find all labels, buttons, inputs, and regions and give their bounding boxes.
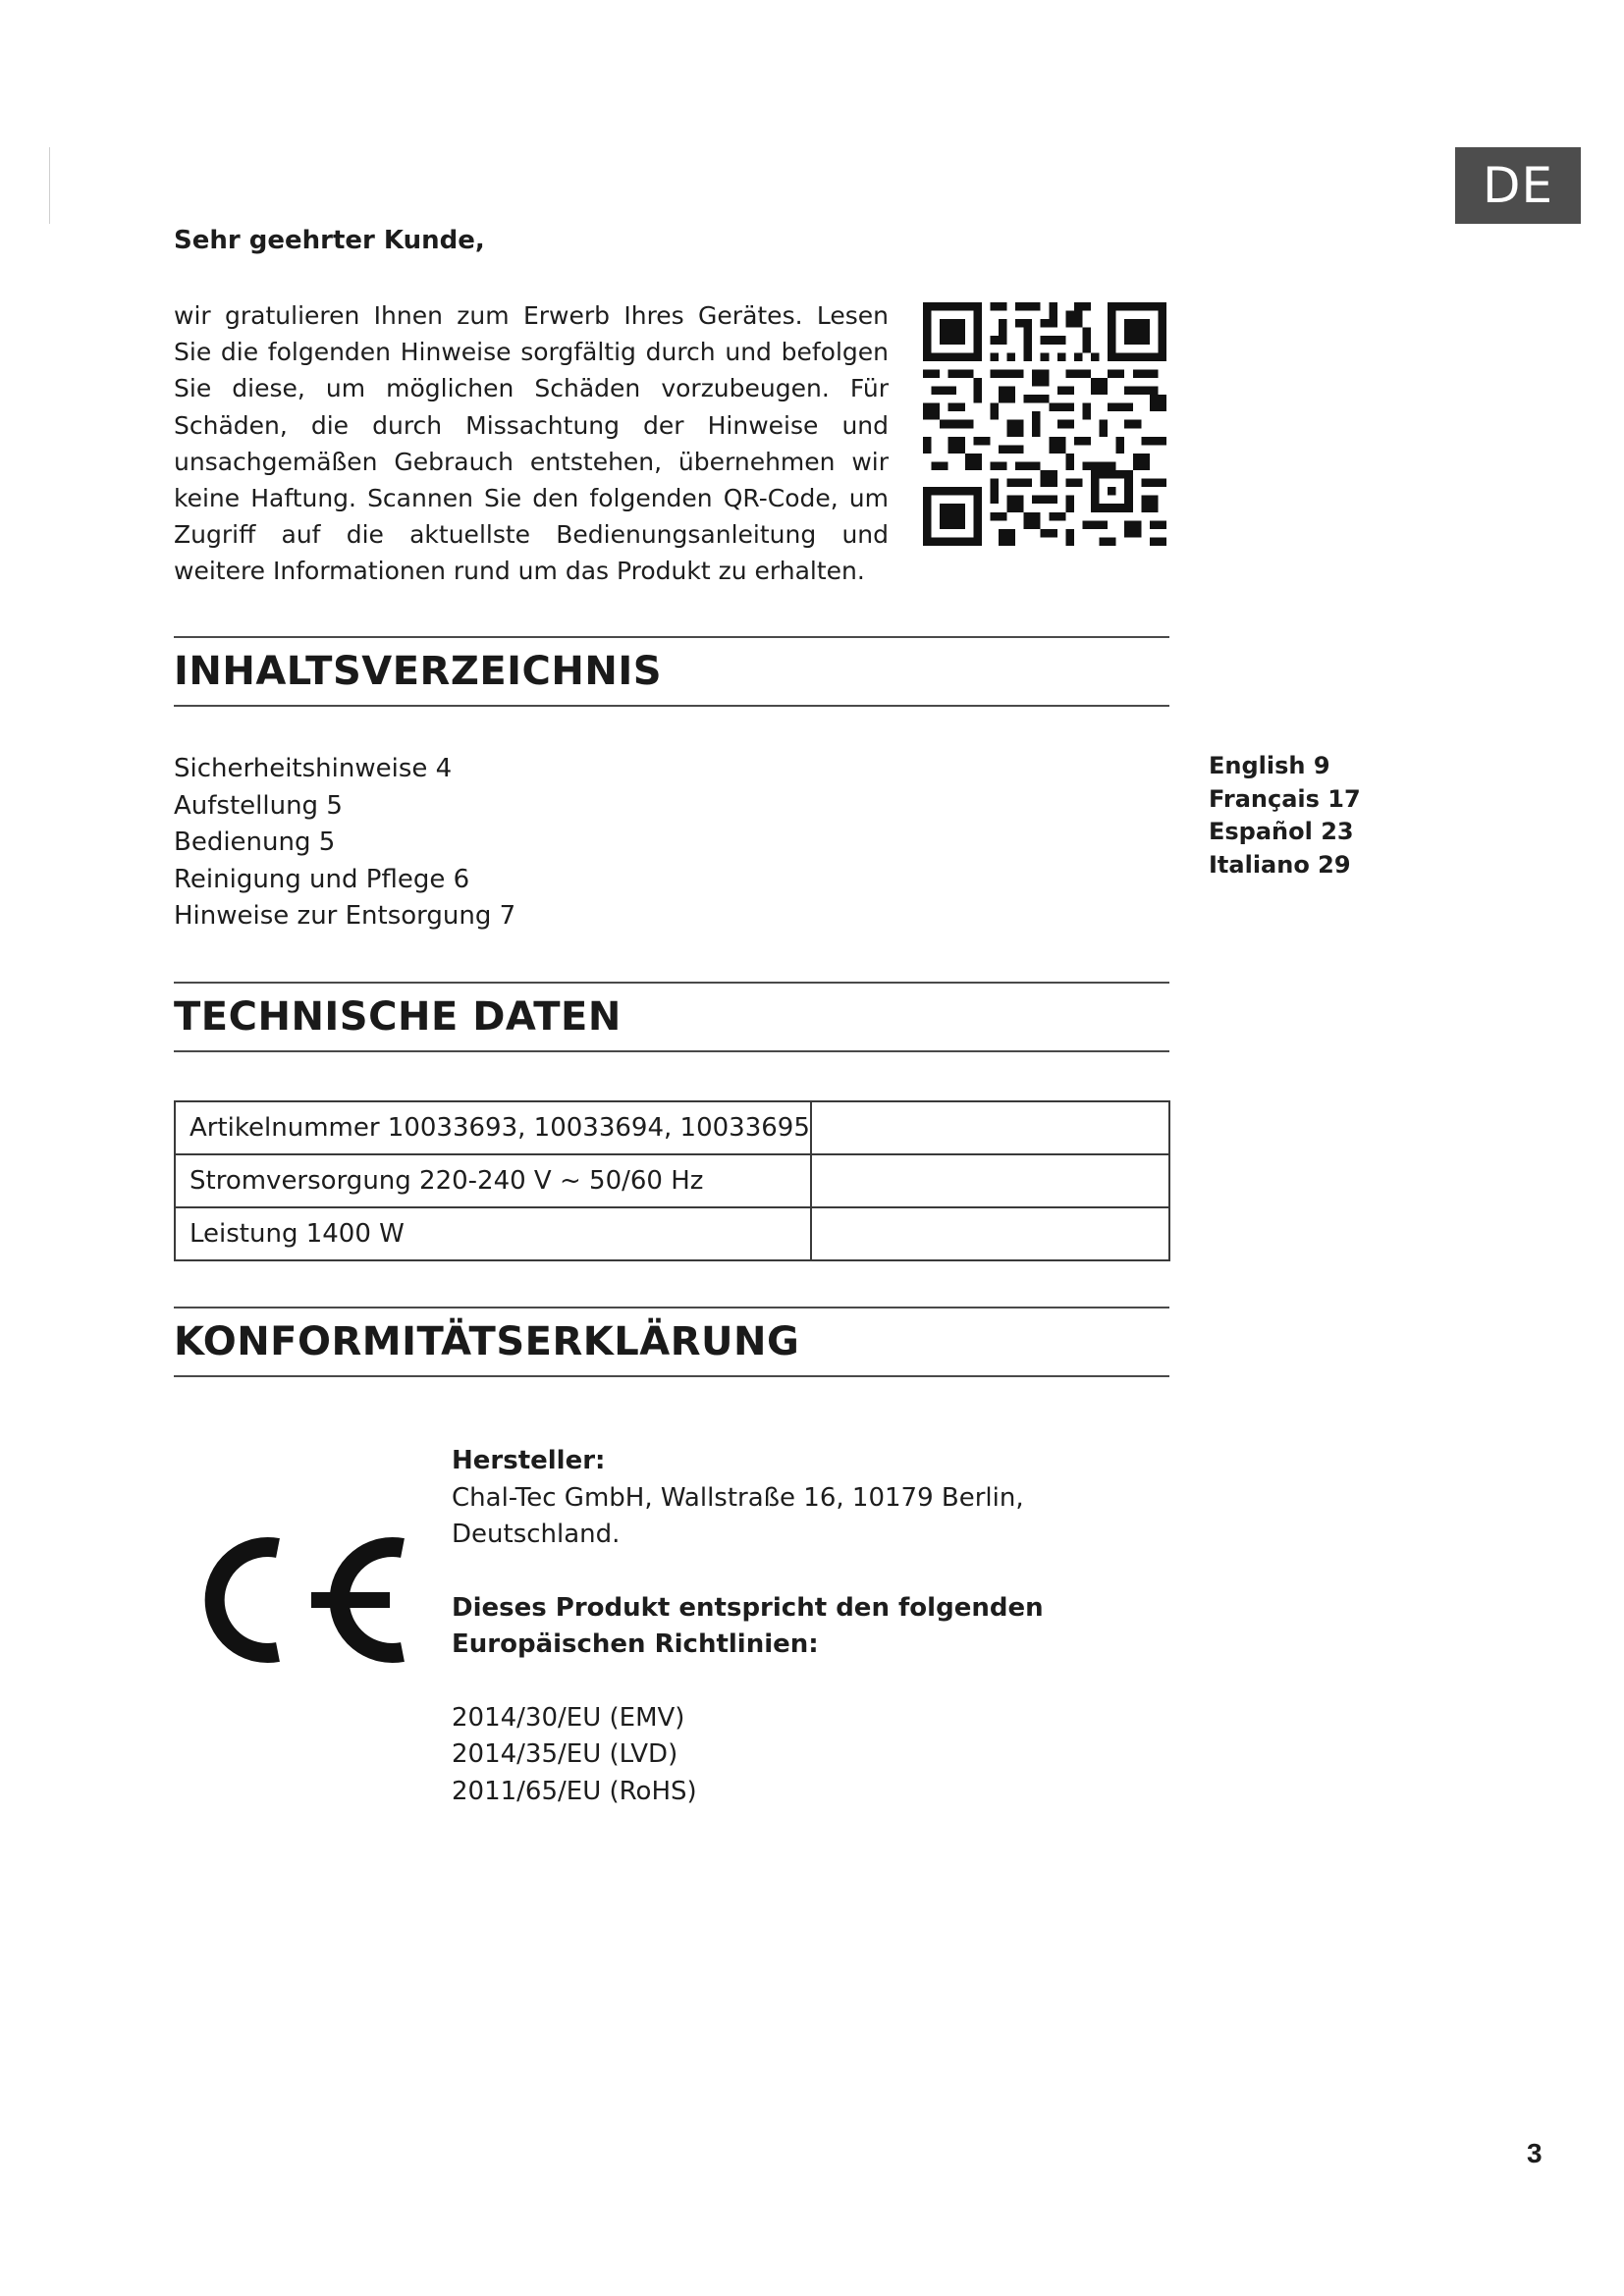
conformity-block bbox=[452, 1443, 1178, 1810]
greeting: Sehr geehrter Kunde, bbox=[174, 226, 485, 255]
manufacturer-address: Chal-Tec GmbH, Wallstraße 16, 10179 Berlin, Deutschland. bbox=[452, 1482, 1024, 1549]
table-row bbox=[175, 1101, 1169, 1154]
qr-code-icon bbox=[923, 302, 1166, 546]
technical-data-heading: TECHNISCHE DATEN bbox=[174, 982, 1169, 1052]
toc-item[interactable]: Aufstellung 5 bbox=[174, 790, 343, 821]
conformity-statement: Dieses Produkt entspricht den folgenden Europäischen Richtlinien: bbox=[452, 1592, 1044, 1659]
toc-item[interactable]: Reinigung und Pflege 6 bbox=[174, 864, 470, 894]
table-cell-empty bbox=[811, 1154, 1169, 1207]
language-tab: DE bbox=[1455, 147, 1581, 224]
manufacturer-label: Hersteller: bbox=[452, 1446, 606, 1475]
toc-item[interactable]: Hinweise zur Entsorgung 7 bbox=[174, 901, 516, 931]
toc-list bbox=[174, 751, 515, 935]
directive-item: 2014/30/EU (EMV) bbox=[452, 1702, 685, 1733]
ce-mark-icon bbox=[191, 1517, 417, 1683]
table-cell: Artikelnummer 10033693, 10033694, 10033695 bbox=[175, 1101, 811, 1154]
intro-paragraph: wir gratulieren Ihnen zum Erwerb Ihres Gerätes. Lesen Sie die folgenden Hinweise sorgfältig durch und befolgen Sie diese, um möglichen Schäden vorzubeugen. Für Schäden, die durch Missachtung der Hinweise und unsachgemäßen Gebrauch entstehen, übernehmen wir keine Haftung. Scannen Sie den folgenden QR-Code, um Zugriff auf die aktuellste Bedienungsanleitung und weitere Informationen rund um das Produkt zu erhalten. bbox=[174, 301, 889, 586]
directive-item: 2011/65/EU (RoHS) bbox=[452, 1776, 697, 1806]
table-cell-empty bbox=[811, 1101, 1169, 1154]
table-cell-empty bbox=[811, 1207, 1169, 1260]
technical-data-table bbox=[174, 1100, 1170, 1261]
toc-item[interactable]: Bedienung 5 bbox=[174, 828, 336, 857]
table-cell: Stromversorgung 220-240 V ~ 50/60 Hz bbox=[175, 1154, 811, 1207]
table-row bbox=[175, 1154, 1169, 1207]
toc-item[interactable]: Sicherheitshinweise 4 bbox=[174, 754, 453, 783]
language-item[interactable]: Italiano 29 bbox=[1209, 850, 1351, 879]
directive-item: 2014/35/EU (LVD) bbox=[452, 1739, 678, 1769]
language-index bbox=[1209, 750, 1361, 881]
language-item[interactable]: English 9 bbox=[1209, 752, 1330, 779]
language-item[interactable]: Français 17 bbox=[1209, 784, 1361, 813]
page-number: 3 bbox=[1527, 2138, 1543, 2168]
language-item[interactable]: Español 23 bbox=[1209, 818, 1354, 845]
table-row bbox=[175, 1207, 1169, 1260]
margin-rule bbox=[49, 147, 50, 224]
conformity-heading: KONFORMITÄTSERKLÄRUNG bbox=[174, 1307, 1169, 1377]
toc-heading: INHALTSVERZEICHNIS bbox=[174, 636, 1169, 707]
table-cell: Leistung 1400 W bbox=[175, 1207, 811, 1260]
